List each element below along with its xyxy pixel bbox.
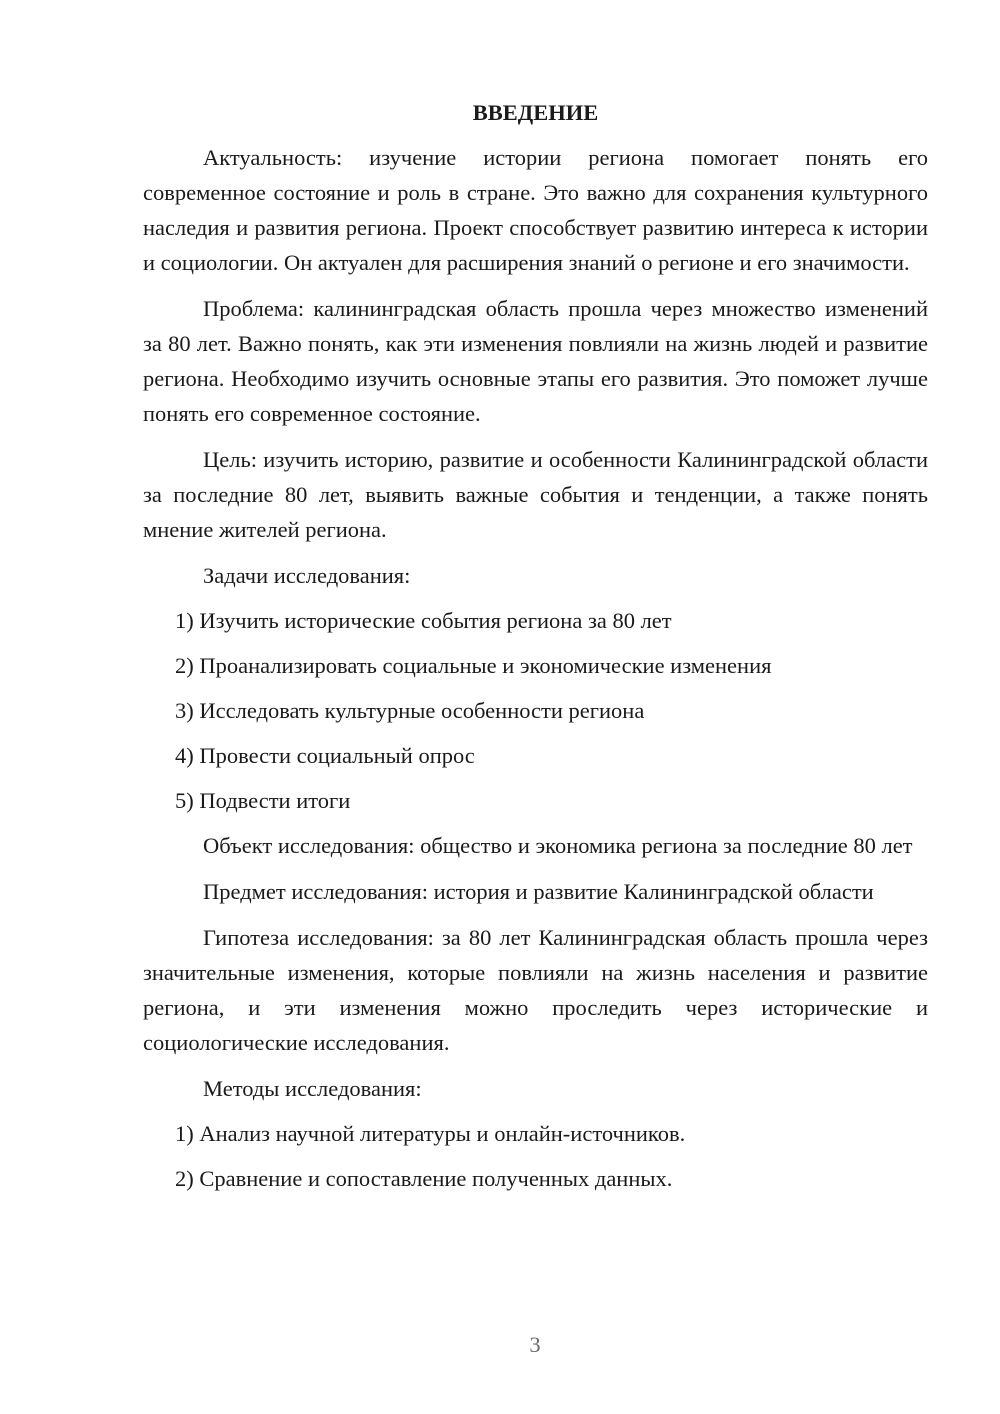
document-page: [143, 95, 928, 1206]
goal-paragraph: Цель: изучить историю, развитие и особенности Калининградской области за последние 80 лет, выявить важные события и тенденции, а также понять мнение жителей региона.: [143, 447, 928, 542]
page-number: 3: [529, 1332, 541, 1357]
subject-paragraph: Предмет исследования: история и развитие Калининградской области: [203, 879, 874, 904]
list-item: 4) Провести социальный опрос: [175, 743, 475, 768]
object-paragraph: Объект исследования: общество и экономика региона за последние 80 лет: [203, 833, 913, 858]
relevance-paragraph: Актуальность: изучение истории региона помогает понять его современное состояние и роль в стране. Это важно для сохранения культурного наследия и развития региона. Проект способствует развитию интереса к истории и социологии. Он актуален для расширения знаний о регионе и его значимости.: [143, 145, 928, 275]
list-item: 1) Анализ научной литературы и онлайн-источников.: [175, 1121, 686, 1146]
methods-list: [143, 1116, 928, 1196]
tasks-label: Задачи исследования:: [203, 563, 411, 588]
section-title: ВВЕДЕНИЕ: [472, 100, 599, 125]
list-item: 2) Проанализировать социальные и экономические изменения: [175, 653, 772, 678]
list-item: 1) Изучить исторические события региона за 80 лет: [175, 608, 672, 633]
list-item: 3) Исследовать культурные особенности региона: [175, 698, 645, 723]
list-item: 2) Сравнение и сопоставление полученных данных.: [175, 1166, 673, 1191]
tasks-list: [143, 603, 928, 818]
problem-paragraph: Проблема: калининградская область прошла через множество изменений за 80 лет. Важно понять, как эти изменения повлияли на жизнь людей и развитие региона. Необходимо изучить основные этапы его развития. Это поможет лучше понять его современное состояние.: [143, 296, 928, 426]
list-item: 5) Подвести итоги: [175, 788, 351, 813]
methods-label: Методы исследования:: [203, 1076, 422, 1101]
hypothesis-paragraph: Гипотеза исследования: за 80 лет Калининградская область прошла через значительные изменения, которые повлияли на жизнь населения и развитие региона, и эти изменения можно проследить через исторические и социологические исследования.: [143, 925, 928, 1055]
